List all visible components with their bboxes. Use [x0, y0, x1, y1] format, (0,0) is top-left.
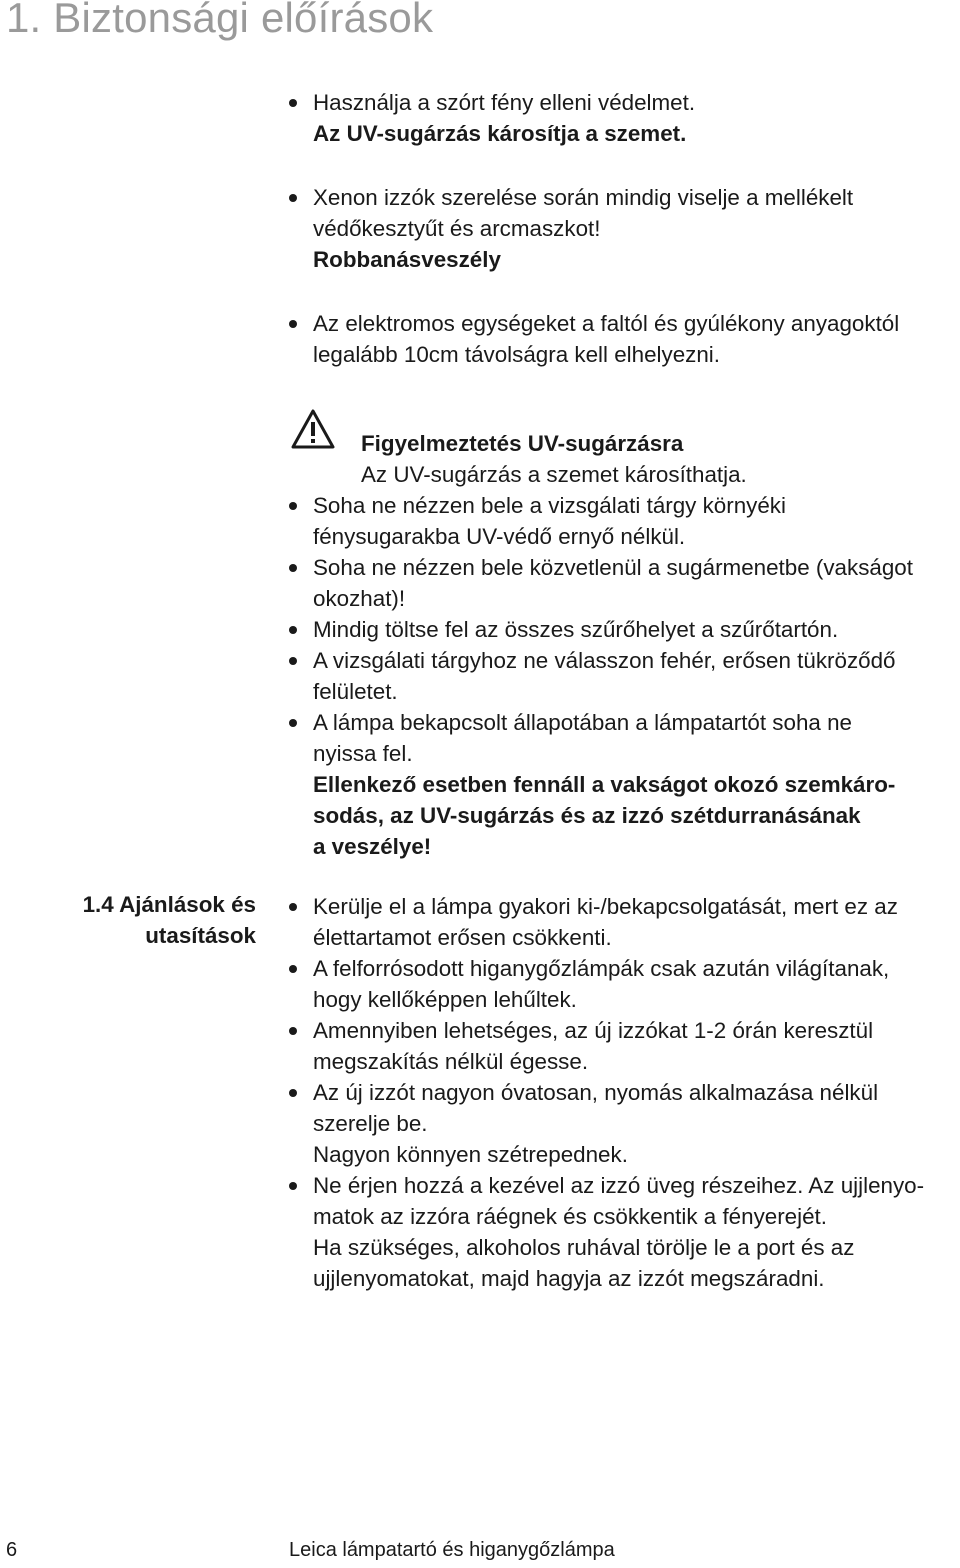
- list-line: Nagyon könnyen szétrepednek.: [313, 1142, 628, 1167]
- bullet-icon: [289, 719, 297, 727]
- list-line: ujjlenyomatokat, majd hagyja az izzót megszáradni.: [313, 1266, 825, 1291]
- warning-conclusion: [313, 769, 958, 862]
- list-item: [313, 1015, 958, 1077]
- list-item: [313, 308, 958, 370]
- list-item: [313, 707, 958, 769]
- bullet-icon: [289, 626, 297, 634]
- list-line: megszakítás nélkül égesse.: [313, 1049, 589, 1074]
- list-item: [313, 953, 958, 1015]
- list-line: hogy kellőképpen lehűltek.: [313, 987, 577, 1012]
- warning-block: [313, 428, 958, 862]
- list-line: Az UV-sugárzás károsítja a szemet.: [313, 121, 687, 146]
- bullet-icon: [289, 1182, 297, 1190]
- list-item: [313, 182, 958, 275]
- page-title: 1. Biztonsági előírások: [6, 0, 434, 41]
- list-line: Mindig töltse fel az összes szűrőhelyet a szűrőtartón.: [313, 617, 839, 642]
- list-item: [313, 891, 958, 953]
- bullet-icon: [289, 564, 297, 572]
- bullet-icon: [289, 99, 297, 107]
- footer-text: Leica lámpatartó és higanygőzlámpa: [289, 1539, 615, 1561]
- conclusion-line: a veszélye!: [313, 834, 432, 859]
- list-item: [313, 552, 958, 614]
- list-item: [313, 1077, 958, 1170]
- section-heading-line: 1.4 Ajánlások és: [82, 892, 256, 917]
- list-line: matok az izzóra ráégnek és csökkentik a fényerejét.: [313, 1204, 827, 1229]
- list-line: Használja a szórt fény elleni védelmet.: [313, 90, 696, 115]
- list-line: Az új izzót nagyon óvatosan, nyomás alkalmazása nélkül: [313, 1080, 879, 1105]
- list-line: fénysugarakba UV-védő ernyő nélkül.: [313, 524, 686, 549]
- bullet-icon: [289, 502, 297, 510]
- list-line: Ne érjen hozzá a kezével az izzó üveg részeihez. Az ujjlenyo-: [313, 1173, 925, 1198]
- bullet-icon: [289, 1089, 297, 1097]
- list-line: Amennyiben lehetséges, az új izzókat 1-2 órán keresztül: [313, 1018, 874, 1043]
- warning-subheading: Az UV-sugárzás a szemet károsíthatja.: [361, 462, 747, 487]
- bullet-icon: [289, 657, 297, 665]
- list-line: A felforrósodott higanygőzlámpák csak azután világítanak,: [313, 956, 890, 981]
- bullet-icon: [289, 965, 297, 973]
- bullet-icon: [289, 1027, 297, 1035]
- section-heading-line: utasítások: [145, 923, 256, 948]
- list-line: Ha szükséges, alkoholos ruhával törölje le a port és az: [313, 1235, 855, 1260]
- bullet-icon: [289, 903, 297, 911]
- list-line: Robbanásveszély: [313, 247, 501, 272]
- recommendations-list: [313, 891, 958, 1294]
- list-item: [313, 1170, 958, 1294]
- list-item: [313, 490, 958, 552]
- list-item: [313, 645, 958, 707]
- list-line: A vizsgálati tárgyhoz ne válasszon fehér, erősen tükröződő: [313, 648, 896, 673]
- list-line: élettartamot erősen csökkenti.: [313, 925, 612, 950]
- list-line: A lámpa bekapcsolt állapotában a lámpatartót soha ne: [313, 710, 852, 735]
- conclusion-line: sodás, az UV-sugárzás és az izzó szétdurranásának: [313, 803, 861, 828]
- list-line: Kerülje el a lámpa gyakori ki-/bekapcsolgatását, mert ez az: [313, 894, 898, 919]
- list-line: Soha ne nézzen bele közvetlenül a sugármenetbe (vakságot: [313, 555, 913, 580]
- list-line: okozhat)!: [313, 586, 406, 611]
- bullet-icon: [289, 194, 297, 202]
- list-line: szerelje be.: [313, 1111, 428, 1136]
- list-line: Az elektromos egységeket a faltól és gyúlékony anyagoktól: [313, 311, 900, 336]
- list-line: legalább 10cm távolságra kell elhelyezni.: [313, 342, 721, 367]
- list-item: [313, 87, 958, 149]
- conclusion-line: Ellenkező esetben fennáll a vakságot okozó szemkáro-: [313, 772, 896, 797]
- list-line: védőkesztyűt és arcmaszkot!: [313, 216, 601, 241]
- list-line: felületet.: [313, 679, 398, 704]
- list-line: Xenon izzók szerelése során mindig viselje a mellékelt: [313, 185, 854, 210]
- bullet-icon: [289, 320, 297, 328]
- section-heading: [83, 889, 256, 951]
- warning-heading: Figyelmeztetés UV-sugárzásra: [361, 431, 684, 456]
- list-line: nyissa fel.: [313, 741, 413, 766]
- list-line: Soha ne nézzen bele a vizsgálati tárgy környéki: [313, 493, 786, 518]
- top-list: [313, 87, 958, 370]
- list-item: [313, 614, 958, 645]
- page-number: 6: [6, 1539, 18, 1561]
